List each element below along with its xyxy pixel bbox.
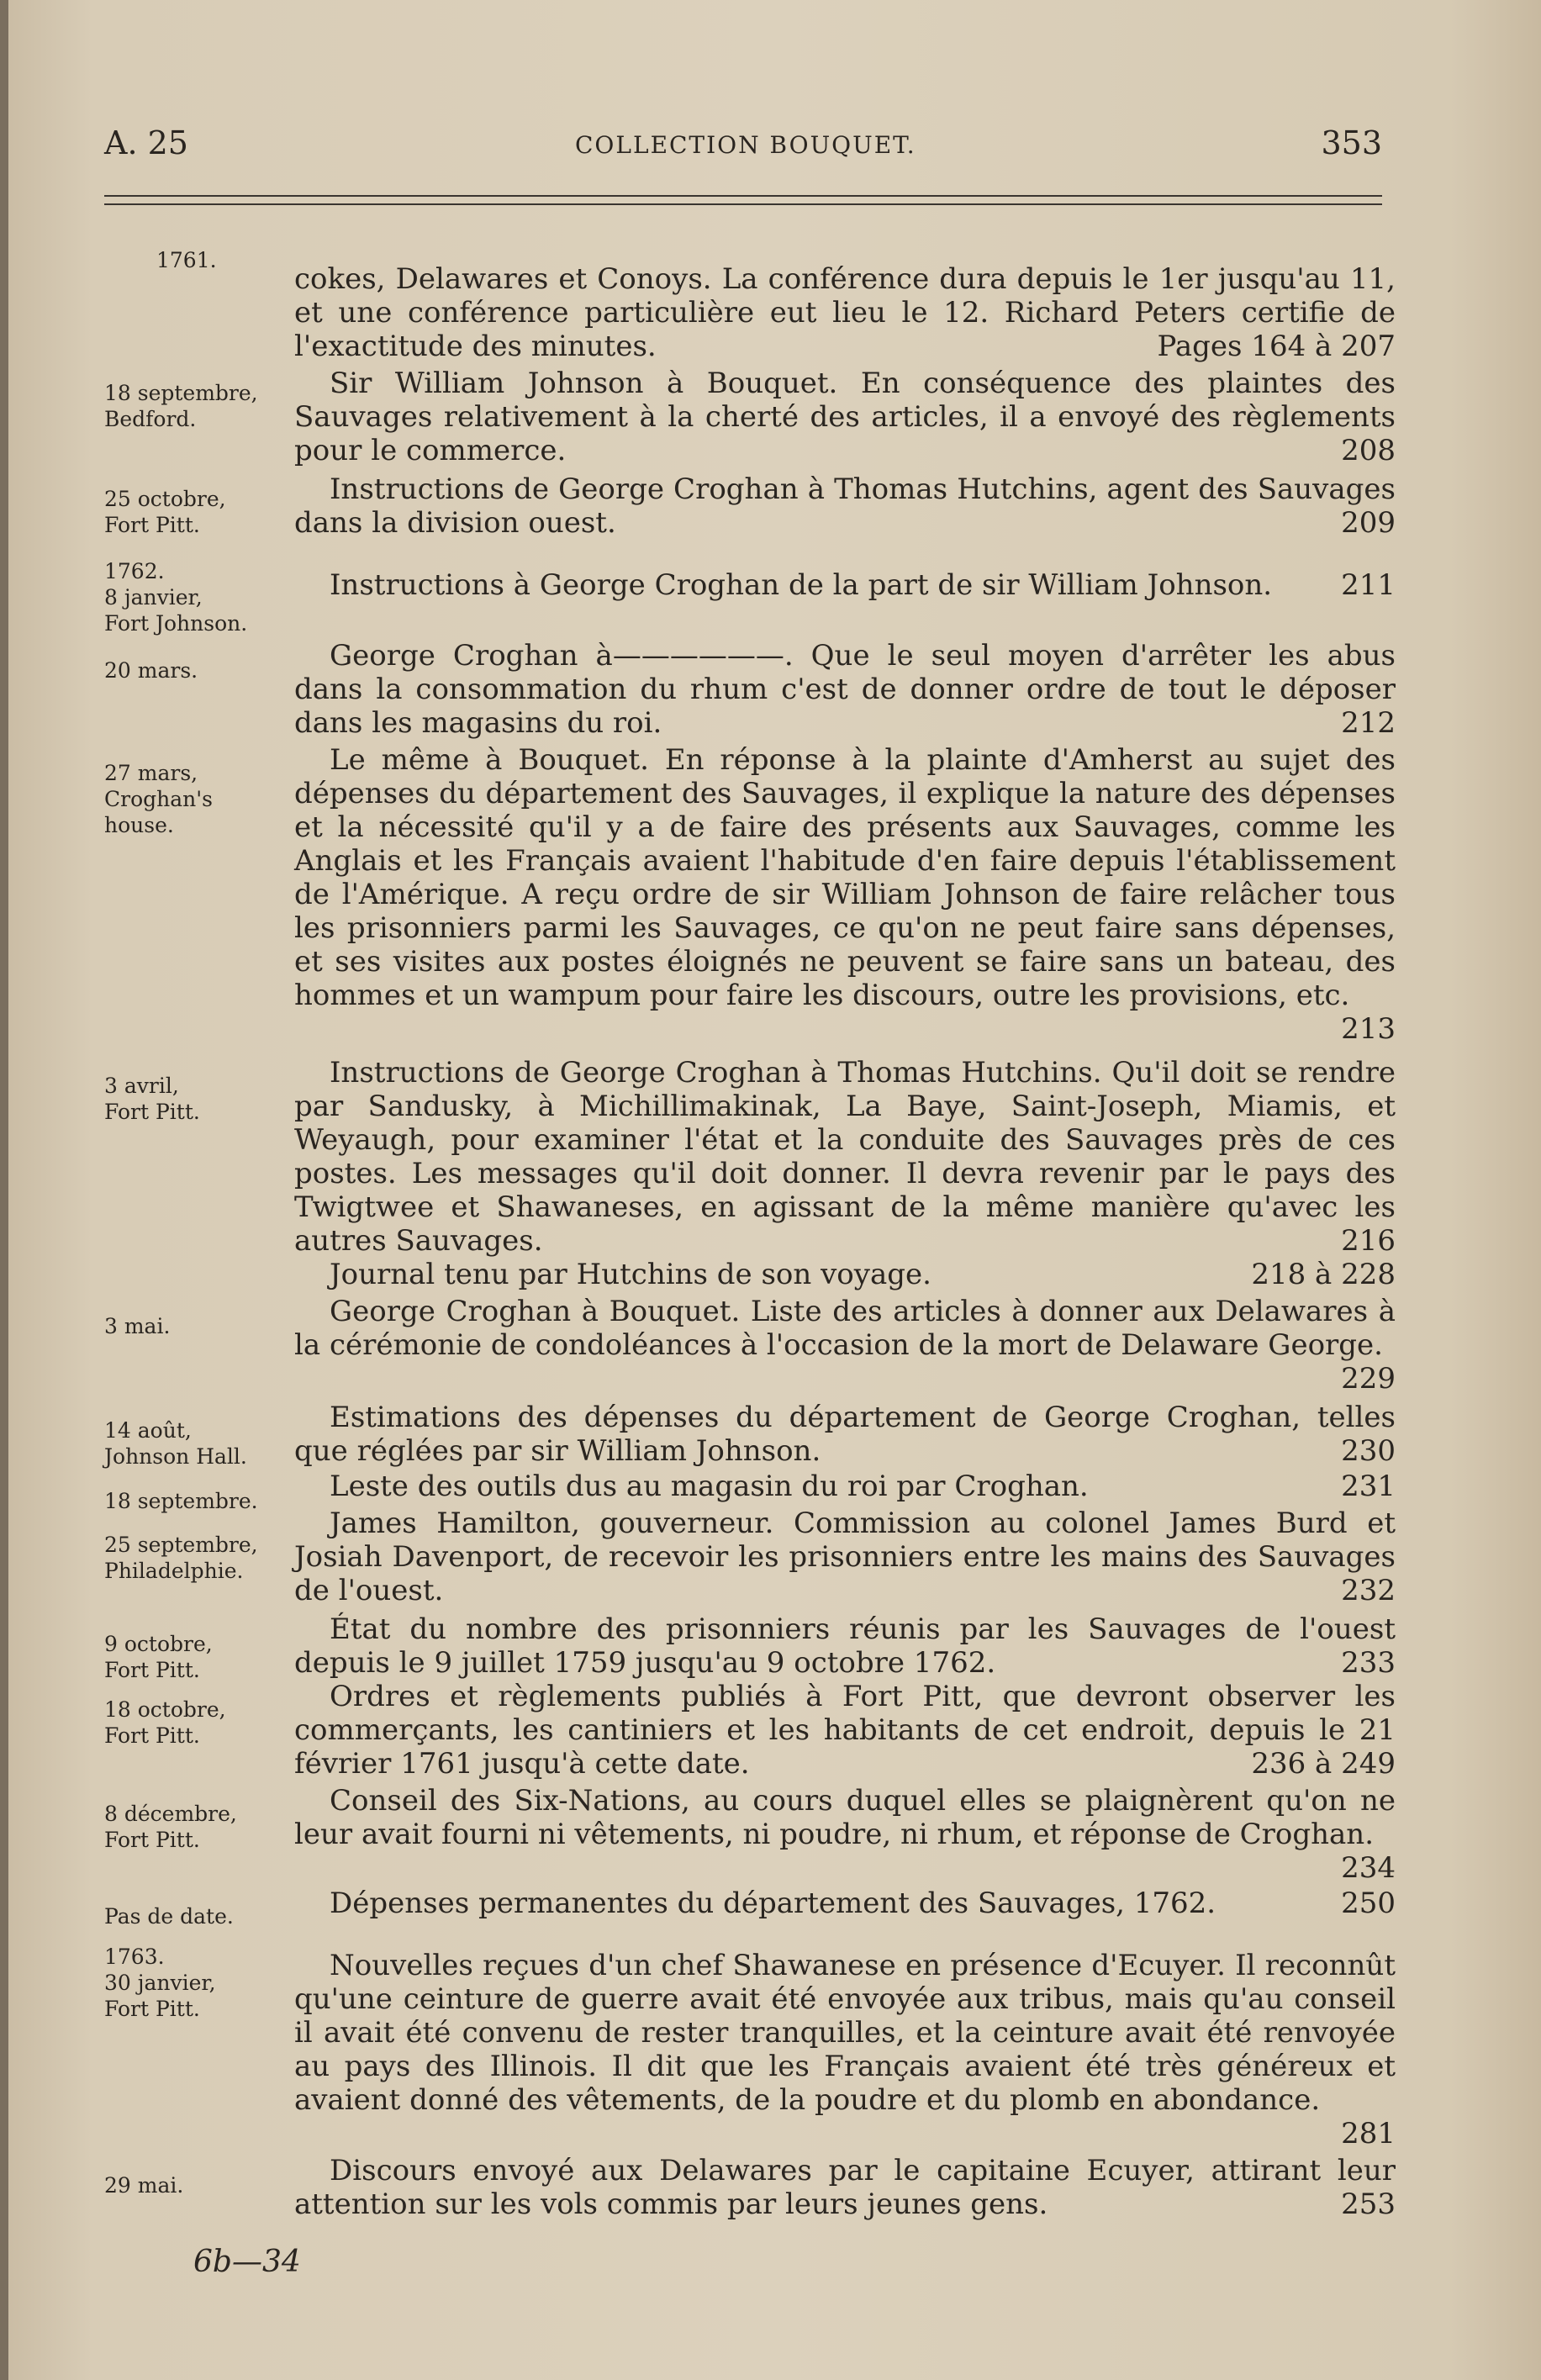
entry-pages: 216 xyxy=(1341,1224,1396,1258)
entry-pages: 230 xyxy=(1341,1434,1396,1468)
entry-description: Discours envoyé aux Delawares par le capitaine Ecuyer, attirant leur attention sur les vols commis par leurs jeunes gens. xyxy=(294,2154,1396,2221)
entry-pages: 213 xyxy=(1341,1012,1396,1046)
entry-date: 9 octobre, Fort Pitt. xyxy=(104,1632,213,1682)
entry-pages: 233 xyxy=(1341,1646,1396,1680)
entry-date: 14 août, Johnson Hall. xyxy=(104,1418,247,1469)
entry-description: Journal tenu par Hutchins de son voyage. xyxy=(330,1258,931,1291)
entry-description: Dépenses permanentes du département des Sauvages, 1762. xyxy=(330,1887,1216,1920)
entry-pages: 231 xyxy=(1341,1470,1396,1503)
entry-text xyxy=(294,743,1396,1046)
entry-date: 18 septembre. xyxy=(104,1489,258,1513)
page-number: 353 xyxy=(1321,124,1382,161)
entry-text xyxy=(294,568,1396,602)
entry-pages: 281 xyxy=(1341,2117,1396,2150)
entry-text xyxy=(294,2154,1396,2221)
entry-text xyxy=(294,262,1396,363)
entry-date: 29 mai. xyxy=(104,2173,184,2198)
running-header xyxy=(104,124,1382,175)
entry-description: Instructions de George Croghan à Thomas Hutchins. Qu'il doit se rendre par Sandusky, à Michillimakinak, La Baye, Saint-Joseph, Miamis, et Weyaugh, pour examiner l'état et la conduite des Sauvages près de ces postes. Les messages qu'il doit donner. Il devra revenir par le pays des Twigtwee et Shawaneses, en agissant de la même manière qu'avec les autres Sauvages. xyxy=(294,1056,1396,1258)
entry-description: Ordres et règlements publiés à Fort Pitt, que devront observer les commerçants, les cantiniers et les habitants de cet endroit, depuis le 21 février 1761 jusqu'à cette date. xyxy=(294,1680,1396,1781)
header-rule xyxy=(104,203,1382,205)
entry-text xyxy=(294,1401,1396,1468)
entry-text xyxy=(294,367,1396,467)
entry-pages: 253 xyxy=(1341,2187,1396,2221)
entry-description: Le même à Bouquet. En réponse à la plainte d'Amherst au sujet des dépenses du département des Sauvages, il explique la nature des dépenses et la nécessité qu'il y a de faire des présents aux Sauvages, comme les Anglais et les Français avaient l'habitude d'en faire depuis l'établissement de l'Amérique. A reçu ordre de sir William Johnson de faire relâcher tous les prisonniers parmi les Sauvages, ce qu'on ne peut faire sans dépenses, et ses visites aux postes éloignés ne peuvent se faire sans un bateau, des hommes et un wampum pour faire les discours, outre les provisions, etc. xyxy=(294,743,1396,1012)
entry-date: 3 avril, Fort Pitt. xyxy=(104,1074,200,1124)
entry-text xyxy=(294,1056,1396,1258)
header-rule xyxy=(104,195,1382,197)
entry-description: James Hamilton, gouverneur. Commission au colonel James Burd et Josiah Davenport, de recevoir les prisonniers entre les mains des Sauvages de l'ouest. xyxy=(294,1507,1396,1607)
entry-date: 8 décembre, Fort Pitt. xyxy=(104,1802,237,1852)
entry-pages: 212 xyxy=(1341,706,1396,740)
entry-description: Nouvelles reçues d'un chef Shawanese en présence d'Ecuyer. Il reconnût qu'une ceinture de guerre avait été envoyée aux tribus, mais qu'au conseil il avait été convenu de rester tranquilles, et la ceinture avait été renvoyée au pays des Illinois. Il dit que les Français avaient été très généreux et avaient donné des vêtements, de la poudre et du plomb en abondance. xyxy=(294,1949,1396,2117)
entry-description: cokes, Delawares et Conoys. La conférence dura depuis le 1er jusqu'au 11, et une conférence particulière eut lieu le 12. Richard Peters certifie de l'exactitude des minutes. xyxy=(294,262,1396,363)
entry-date: 1762. 8 janvier, Fort Johnson. xyxy=(104,559,248,636)
entry-text xyxy=(294,1470,1396,1503)
entry-date: 18 septembre, Bedford. xyxy=(104,381,258,431)
entry-text xyxy=(294,1784,1396,1885)
entry-date: 1761. xyxy=(156,248,217,272)
entry-pages: 236 à 249 xyxy=(1251,1747,1396,1781)
entry-pages: 234 xyxy=(1341,1851,1396,1885)
entry-date: Pas de date. xyxy=(104,1904,234,1929)
entry-description: Conseil des Six-Nations, au cours duquel elles se plaignèrent qu'on ne leur avait fourni ni vêtements, ni poudre, ni rhum, et réponse de Croghan. xyxy=(294,1784,1396,1851)
entry-description: George Croghan à Bouquet. Liste des articles à donner aux Delawares à la cérémonie de condoléances à l'occasion de la mort de Delaware George. xyxy=(294,1295,1396,1362)
entry-date: 20 mars. xyxy=(104,658,198,683)
entry-pages: 232 xyxy=(1341,1574,1396,1607)
entry-text xyxy=(294,1507,1396,1607)
entry-date: 25 septembre, Philadelphie. xyxy=(104,1533,258,1583)
printer-signature: 6b—34 xyxy=(193,2245,301,2279)
entry-date: 3 mai. xyxy=(104,1314,171,1338)
entry-description: État du nombre des prisonniers réunis par les Sauvages de l'ouest depuis le 9 juillet 1759 jusqu'au 9 octobre 1762. xyxy=(294,1612,1396,1680)
document-reference: A. 25 xyxy=(104,124,188,161)
binding-edge xyxy=(0,0,8,2380)
entry-description: Instructions à George Croghan de la part de sir William Johnson. xyxy=(330,568,1273,602)
entry-text xyxy=(294,472,1396,540)
entry-pages: Pages 164 à 207 xyxy=(1157,330,1396,363)
collection-title: COLLECTION BOUQUET. xyxy=(575,131,916,159)
entry-date: 27 mars, Croghan's house. xyxy=(104,761,213,837)
entry-pages: 218 à 228 xyxy=(1251,1258,1396,1291)
entry-text xyxy=(294,1258,1396,1291)
entry-description: George Croghan à——————. Que le seul moyen d'arrêter les abus dans la consommation du rhum c'est de donner ordre de tout le déposer dans les magasins du roi. xyxy=(294,639,1396,740)
entry-description: Sir William Johnson à Bouquet. En conséquence des plaintes des Sauvages relativement à la cherté des articles, il a envoyé des règlements pour le commerce. xyxy=(294,367,1396,467)
entry-pages: 229 xyxy=(1341,1362,1396,1396)
entry-date: 18 octobre, Fort Pitt. xyxy=(104,1697,226,1748)
entry-description: Leste des outils dus au magasin du roi par Croghan. xyxy=(330,1470,1089,1503)
entry-pages: 211 xyxy=(1341,568,1396,602)
entry-pages: 208 xyxy=(1341,434,1396,467)
entry-text xyxy=(294,1680,1396,1781)
entry-pages: 209 xyxy=(1341,506,1396,540)
entry-description: Instructions de George Croghan à Thomas Hutchins, agent des Sauvages dans la division ouest. xyxy=(294,472,1396,540)
entry-date: 1763. 30 janvier, Fort Pitt. xyxy=(104,1945,216,2021)
entry-date: 25 octobre, Fort Pitt. xyxy=(104,487,226,537)
entry-text xyxy=(294,639,1396,740)
entry-text xyxy=(294,1295,1396,1396)
entry-text xyxy=(294,1612,1396,1680)
entry-pages: 250 xyxy=(1341,1887,1396,1920)
entry-text xyxy=(294,1949,1396,2150)
entry-description: Estimations des dépenses du département de George Croghan, telles que réglées par sir William Johnson. xyxy=(294,1401,1396,1468)
entry-text xyxy=(294,1887,1396,1920)
